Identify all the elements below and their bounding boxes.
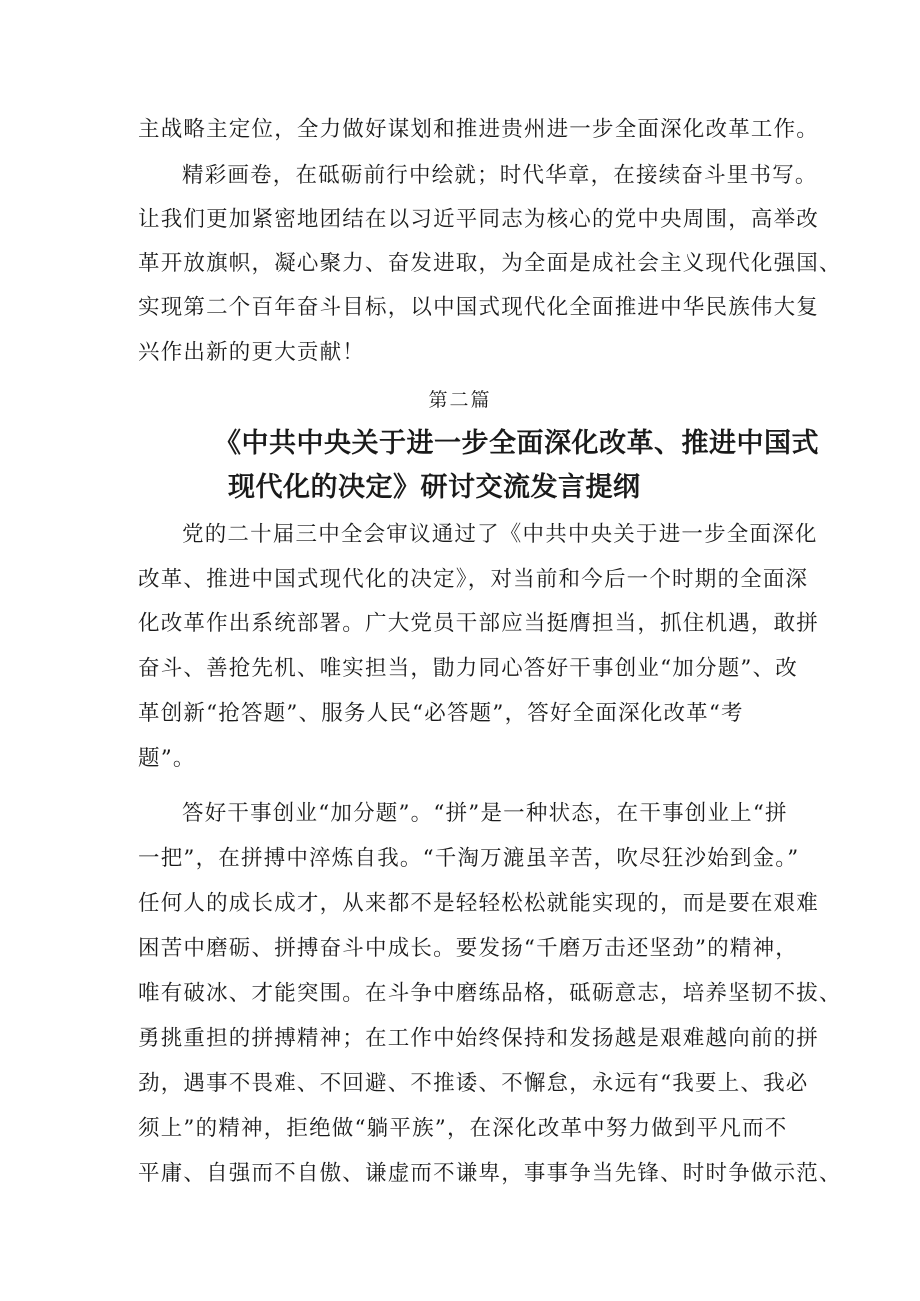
paragraph-line: 一把”，在拼搏中淬炼自我。“千淘万漉虽辛苦，吹尽狂沙始到金。” <box>138 846 800 871</box>
intro-line: 实现第二个百年奋斗目标，以中国式现代化全面推进中华民族伟大复 <box>138 295 820 320</box>
paragraph-line: 勇挑重担的拼搏精神；在工作中始终保持和发扬越是艰难越向前的拼 <box>138 1026 820 1051</box>
paragraph-line: 革创新“抢答题”、服务人民“必答题”，答好全面深化改革“考 <box>138 701 744 726</box>
intro-line: 兴作出新的更大贡献！ <box>138 340 366 365</box>
intro-line: 精彩画卷，在砥砺前行中绘就；时代华章，在接续奋斗里书写。 <box>182 163 818 188</box>
paragraph-line: 党的二十届三中全会审议通过了《中共中央关于进一步全面深化 <box>182 522 818 547</box>
paragraph-line: 劲，遇事不畏难、不回避、不推诿、不懈怠，永远有“我要上、我必 <box>138 1071 809 1096</box>
paragraph-line: 奋斗、善抢先机、唯实担当，勖力同心答好干事创业“加分题”、改 <box>138 656 798 681</box>
paragraph-line: 改革、推进中国式现代化的决定》，对当前和今后一个时期的全面深 <box>138 567 809 592</box>
paragraph-line: 题”。 <box>138 746 196 771</box>
intro-line: 主战略主定位，全力做好谋划和推进贵州进一步全面深化改革工作。 <box>138 117 820 142</box>
paragraph-line: 答好干事创业“加分题”。“拼”是一种状态，在干事创业上“拼 <box>182 801 788 826</box>
paragraph-line: 须上”的精神，拒绝做“躺平族”，在深化改革中努力做到平凡而不 <box>138 1116 788 1141</box>
paragraph-line: 任何人的成长成才，从来都不是轻轻松松就能实现的，而是要在艰难 <box>138 891 820 916</box>
paragraph-line: 唯有破冰、才能突围。在斗争中磨练品格，砥砺意志，培养坚韧不拔、 <box>138 981 842 1006</box>
paragraph-line: 化改革作出系统部署。广大党员干部应当挺膺担当，抓住机遇，敢拼 <box>138 611 820 636</box>
section-label: 第二篇 <box>428 389 492 411</box>
paragraph-line: 平庸、自强而不自傲、谦虚而不谦卑，事事争当先锋、时时争做示范、 <box>138 1161 842 1186</box>
paragraph-line: 困苦中磨砺、拼搏奋斗中成长。要发扬“千磨万击还坚劲”的精神， <box>138 936 798 961</box>
intro-line: 革开放旗帜，凝心聚力、奋发进取，为全面是成社会主义现代化强国、 <box>138 251 842 276</box>
document-title-line-2: 现代化的决定》研讨交流发言提纲 <box>228 472 641 503</box>
intro-line: 让我们更加紧密地团结在以习近平同志为核心的党中央周围，高举改 <box>138 207 820 232</box>
document-title-line-1: 《中共中央关于进一步全面深化改革、推进中国式 <box>214 428 819 459</box>
